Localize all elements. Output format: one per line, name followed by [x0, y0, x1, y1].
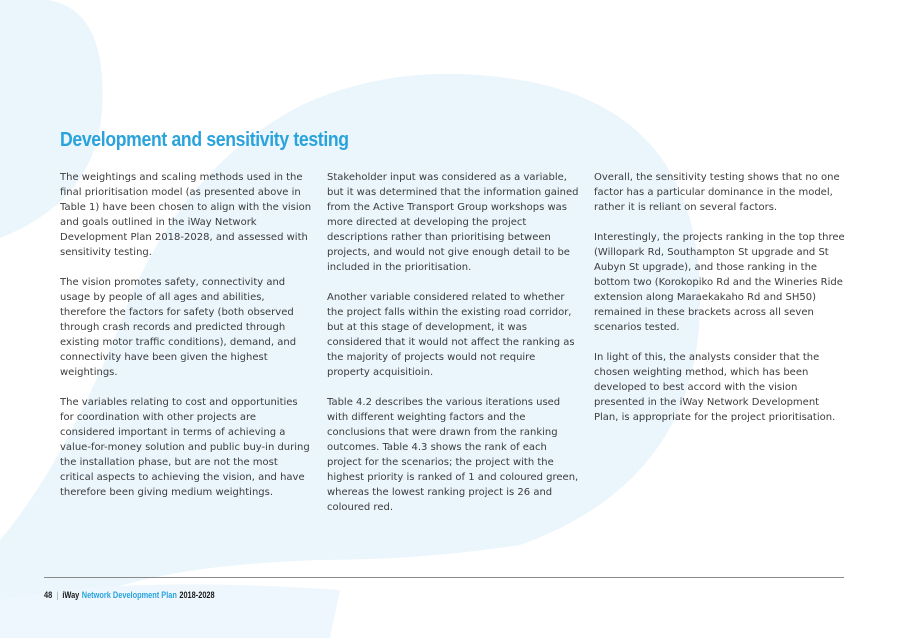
paragraph: Another variable considered related to whether the project falls within the existing road corridor, but at this stage of development, it was considered that it would not affect the ranking as the majority of projects would not require property acquisitioin. [327, 292, 575, 378]
page-number: 48 [44, 590, 53, 600]
paragraph: The weightings and scaling methods used in the final prioritisation model (as presented above in Table 1) have been chosen to align with the vision and goals outlined in the iWay Network Development Plan 2018-2028, and assessed with sensitivity testing. [60, 172, 312, 258]
paragraph: Stakeholder input was considered as a variable, but it was determined that the information gained from the Active Transport Group workshops was more directed at developing the project descriptions rather than prioritising between projects, and would not give enough detail to be included in the prioritisation. [327, 172, 579, 273]
footer-separator: | [56, 590, 59, 600]
page-heading: Development and sensitivity testing [60, 128, 349, 151]
text-column-3 [594, 170, 846, 425]
paragraph: The vision promotes safety, connectivity and usage by people of all ages and abilities, therefore the factors for safety (both observed through crash records and predicted through existing motor traffic conditions), demand, and connectivity have been given the highest weightings. [60, 277, 297, 378]
paragraph: In light of this, the analysts consider that the chosen weighting method, which has been developed to best accord with the vision presented in the iWay Network Development Plan, is appropriate for the project prioritisation. [594, 352, 836, 423]
text-column-1 [60, 170, 312, 500]
paragraph: The variables relating to cost and opportunities for coordination with other projects are considered important in terms of achieving a value-for-money solution and public buy-in during the installation phase, but are not the most critical aspects to achieving the vision, and have therefore been giving medium weightings. [60, 397, 310, 498]
page-footer [44, 590, 215, 600]
paragraph: Overall, the sensitivity testing shows that no one factor has a particular dominance in the model, rather it is reliant on several factors. [594, 172, 840, 213]
footer-years: 2018-2028 [179, 590, 215, 600]
footer-brand: iWay [62, 590, 80, 600]
text-column-2 [327, 170, 579, 515]
footer-plan-title: Network Development Plan [81, 590, 177, 600]
footer-divider [44, 577, 844, 578]
paragraph: Table 4.2 describes the various iterations used with different weighting factors and the conclusions that were drawn from the ranking outcomes. Table 4.3 shows the rank of each project for the scenarios; the project with the highest priority is ranked of 1 and coloured green, whereas the lowest ranking project is 26 and coloured red. [327, 397, 579, 513]
paragraph: Interestingly, the projects ranking in the top three (Willopark Rd, Southampton St upgrade and St Aubyn St upgrade), and those ranking in the bottom two (Korokopiko Rd and the Wineries Ride extension along Maraekakaho Rd and SH50) remained in these brackets across all seven scenarios tested. [594, 232, 845, 333]
